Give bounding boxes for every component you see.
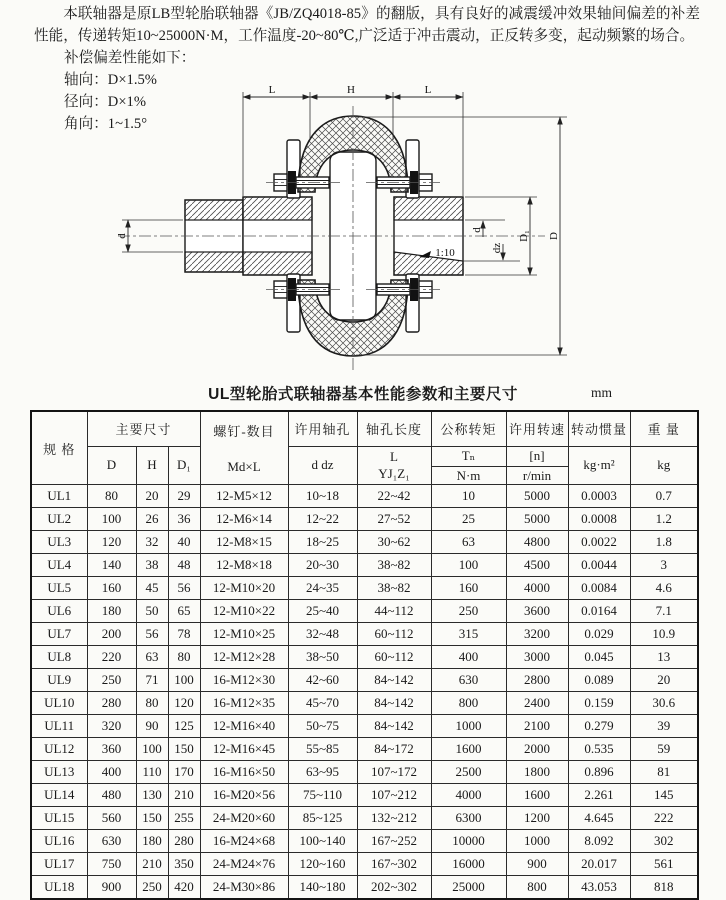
table-row — [31, 830, 698, 853]
table-cell: 360 — [87, 738, 136, 761]
table-cell: 255 — [168, 807, 200, 830]
table-cell: 20~30 — [288, 554, 357, 577]
table-cell: 4.6 — [630, 577, 698, 600]
dim-label-L-right: L — [424, 84, 432, 96]
table-cell: 100 — [87, 508, 136, 531]
table-cell: 27~52 — [357, 508, 431, 531]
table-cell: 29 — [168, 485, 200, 508]
table-cell: 4800 — [506, 531, 568, 554]
table-cell: 80 — [87, 485, 136, 508]
header-screws — [200, 411, 288, 485]
table-cell: 85~125 — [288, 807, 357, 830]
table-row — [31, 692, 698, 715]
table-cell: 800 — [431, 692, 506, 715]
table-cell: 56 — [136, 623, 168, 646]
table-row — [31, 853, 698, 876]
table-cell: 3600 — [506, 600, 568, 623]
table-cell: 180 — [87, 600, 136, 623]
table-cell: 400 — [87, 761, 136, 784]
table-cell: 24-M20×60 — [200, 807, 288, 830]
table-cell: 1800 — [506, 761, 568, 784]
table-cell: 50~75 — [288, 715, 357, 738]
table-row — [31, 485, 698, 508]
table-cell: 180 — [136, 830, 168, 853]
table-cell: 22~42 — [357, 485, 431, 508]
table-cell: 6300 — [431, 807, 506, 830]
table-cell: 84~142 — [357, 715, 431, 738]
table-cell: 0.0022 — [568, 531, 630, 554]
table-cell: 4000 — [431, 784, 506, 807]
table-cell: 1000 — [431, 715, 506, 738]
table-cell: 84~142 — [357, 692, 431, 715]
spec-cell: UL4 — [31, 554, 87, 577]
table-row — [31, 761, 698, 784]
table-row — [31, 554, 698, 577]
header-torque-sym: Tₙ — [431, 446, 506, 467]
table-cell: 12-M5×12 — [200, 485, 288, 508]
table-cell: 18~25 — [288, 531, 357, 554]
header-speed: 许用转速 — [506, 411, 568, 446]
table-row — [31, 508, 698, 531]
table-row — [31, 531, 698, 554]
table-cell: 65 — [168, 600, 200, 623]
table-cell: 32 — [136, 531, 168, 554]
table-cell: 630 — [431, 669, 506, 692]
table-cell: 12-M12×28 — [200, 646, 288, 669]
table-cell: 16000 — [431, 853, 506, 876]
table-cell: 560 — [87, 807, 136, 830]
table-row — [31, 784, 698, 807]
table-cell: 202~302 — [357, 876, 431, 900]
radial-offset: 径向：D×1% — [64, 94, 147, 110]
table-cell: 10.9 — [630, 623, 698, 646]
table-cell: 75~110 — [288, 784, 357, 807]
spec-cell: UL18 — [31, 876, 87, 900]
table-cell: 120 — [87, 531, 136, 554]
table-cell: 100~140 — [288, 830, 357, 853]
table-cell: 0.0164 — [568, 600, 630, 623]
table-cell: 60~112 — [357, 623, 431, 646]
table-cell: 167~252 — [357, 830, 431, 853]
table-cell: 0.0084 — [568, 577, 630, 600]
spec-cell: UL13 — [31, 761, 87, 784]
table-cell: 12-M10×20 — [200, 577, 288, 600]
table-row — [31, 876, 698, 900]
table-cell: 167~302 — [357, 853, 431, 876]
header-torque-unit: N·m — [431, 467, 506, 485]
table-cell: 44~112 — [357, 600, 431, 623]
taper-label: 1:10 — [435, 247, 455, 259]
table-cell: 30~62 — [357, 531, 431, 554]
table-cell: 38~82 — [357, 577, 431, 600]
table-cell: 43.053 — [568, 876, 630, 900]
table-cell: 38~50 — [288, 646, 357, 669]
table-cell: 130 — [136, 784, 168, 807]
table-cell: 26 — [136, 508, 168, 531]
table-cell: 140~180 — [288, 876, 357, 900]
header-torque: 公称转矩 — [431, 411, 506, 446]
table-row — [31, 738, 698, 761]
table-cell: 222 — [630, 807, 698, 830]
table-row — [31, 623, 698, 646]
table-cell: 59 — [630, 738, 698, 761]
table-cell: 160 — [431, 577, 506, 600]
table-cell: 3200 — [506, 623, 568, 646]
table-cell: 210 — [136, 853, 168, 876]
table-row — [31, 715, 698, 738]
table-cell: 12-M10×25 — [200, 623, 288, 646]
header-col-H: H — [136, 446, 168, 485]
table-cell: 150 — [136, 807, 168, 830]
table-cell: 120~160 — [288, 853, 357, 876]
spec-cell: UL10 — [31, 692, 87, 715]
table-cell: 1000 — [506, 830, 568, 853]
spec-table — [30, 410, 699, 900]
table-cell: 220 — [87, 646, 136, 669]
table-cell: 630 — [87, 830, 136, 853]
table-cell: 36 — [168, 508, 200, 531]
table-cell: 78 — [168, 623, 200, 646]
spec-cell: UL3 — [31, 531, 87, 554]
table-cell: 81 — [630, 761, 698, 784]
table-cell: 1600 — [506, 784, 568, 807]
table-cell: 2400 — [506, 692, 568, 715]
spec-cell: UL15 — [31, 807, 87, 830]
table-cell: 12-M8×15 — [200, 531, 288, 554]
table-cell: 125 — [168, 715, 200, 738]
table-cell: 280 — [168, 830, 200, 853]
table-cell: 100 — [168, 669, 200, 692]
table-cell: 20.017 — [568, 853, 630, 876]
table-cell: 400 — [431, 646, 506, 669]
table-cell: 0.159 — [568, 692, 630, 715]
header-bore: 许用轴孔 — [288, 411, 357, 446]
table-row — [31, 807, 698, 830]
header-weight-unit: kg — [630, 446, 698, 485]
table-cell: 25~40 — [288, 600, 357, 623]
table-cell: 90 — [136, 715, 168, 738]
table-cell: 100 — [431, 554, 506, 577]
table-cell: 7.1 — [630, 600, 698, 623]
spec-cell: UL12 — [31, 738, 87, 761]
table-cell: 32~48 — [288, 623, 357, 646]
table-cell: 107~212 — [357, 784, 431, 807]
table-cell: 250 — [431, 600, 506, 623]
dim-label-D1: D₁ — [518, 230, 530, 242]
dim-label-H: H — [347, 84, 355, 96]
axial-offset: 轴向：D×1.5% — [64, 72, 157, 88]
table-cell: 3 — [630, 554, 698, 577]
table-cell: 12-M6×14 — [200, 508, 288, 531]
table-cell: 132~212 — [357, 807, 431, 830]
table-cell: 24~35 — [288, 577, 357, 600]
table-cell: 12-M16×40 — [200, 715, 288, 738]
table-cell: 8.092 — [568, 830, 630, 853]
table-cell: 38 — [136, 554, 168, 577]
table-cell: 16-M16×50 — [200, 761, 288, 784]
intro-paragraph: 本联轴器是原LB型轮胎联轴器《JB/ZQ4018-85》的翻版，具有良好的减震缓冲效果轴间偏差的补差性能，传递转矩10~25000N·M，工作温度-20~80℃,广泛适于冲击震动，正反转多变，起动频繁的场合。 — [34, 6, 700, 44]
header-col-D1: D₁ — [168, 446, 200, 485]
spec-cell: UL11 — [31, 715, 87, 738]
table-cell: 12-M10×22 — [200, 600, 288, 623]
table-cell: 63 — [136, 646, 168, 669]
table-cell: 38~82 — [357, 554, 431, 577]
table-cell: 107~172 — [357, 761, 431, 784]
table-body — [31, 485, 698, 900]
dim-label-d-right: d — [471, 227, 483, 233]
table-cell: 16-M12×35 — [200, 692, 288, 715]
table-cell: 0.535 — [568, 738, 630, 761]
table-cell: 4500 — [506, 554, 568, 577]
dim-label-d-left: d — [116, 233, 128, 239]
table-cell: 45 — [136, 577, 168, 600]
table-cell: 250 — [87, 669, 136, 692]
header-weight: 重 量 — [630, 411, 698, 446]
table-cell: 50 — [136, 600, 168, 623]
table-cell: 280 — [87, 692, 136, 715]
table-row — [31, 669, 698, 692]
table-cell: 25000 — [431, 876, 506, 900]
table-cell: 110 — [136, 761, 168, 784]
table-cell: 5000 — [506, 485, 568, 508]
header-screws-label: 螺钉-数目 — [213, 424, 275, 440]
table-cell: 16-M24×68 — [200, 830, 288, 853]
table-cell: 13 — [630, 646, 698, 669]
table-row — [31, 646, 698, 669]
table-cell: 20 — [630, 669, 698, 692]
table-cell: 200 — [87, 623, 136, 646]
table-cell: 0.279 — [568, 715, 630, 738]
table-cell: 16-M12×30 — [200, 669, 288, 692]
table-cell: 0.0008 — [568, 508, 630, 531]
table-cell: 25 — [431, 508, 506, 531]
spec-cell: UL8 — [31, 646, 87, 669]
table-cell: 315 — [431, 623, 506, 646]
table-cell: 45~70 — [288, 692, 357, 715]
table-cell: 84~142 — [357, 669, 431, 692]
table-cell: 16-M20×56 — [200, 784, 288, 807]
header-speed-unit: r/min — [506, 467, 568, 485]
table-cell: 39 — [630, 715, 698, 738]
table-cell: 10~18 — [288, 485, 357, 508]
table-cell: 55~85 — [288, 738, 357, 761]
table-cell: 48 — [168, 554, 200, 577]
table-cell: 0.045 — [568, 646, 630, 669]
table-cell: 100 — [136, 738, 168, 761]
table-cell: 0.0044 — [568, 554, 630, 577]
table-cell: 3000 — [506, 646, 568, 669]
table-cell: 140 — [87, 554, 136, 577]
spec-cell: UL6 — [31, 600, 87, 623]
table-cell: 250 — [136, 876, 168, 900]
note-heading: 补偿偏差性能如下： — [64, 50, 196, 66]
table-cell: 80 — [168, 646, 200, 669]
table-cell: 12~22 — [288, 508, 357, 531]
table-cell: 561 — [630, 853, 698, 876]
spec-cell: UL1 — [31, 485, 87, 508]
header-bore-len-sub — [357, 446, 431, 485]
table-cell: 30.6 — [630, 692, 698, 715]
table-cell: 302 — [630, 830, 698, 853]
coupling-drawing — [100, 80, 590, 378]
table-cell: 63 — [431, 531, 506, 554]
table-cell: 5000 — [506, 508, 568, 531]
table-cell: 350 — [168, 853, 200, 876]
table-cell: 900 — [506, 853, 568, 876]
table-cell: 480 — [87, 784, 136, 807]
table-cell: 750 — [87, 853, 136, 876]
spec-cell: UL9 — [31, 669, 87, 692]
spec-cell: UL5 — [31, 577, 87, 600]
table-cell: 4.645 — [568, 807, 630, 830]
table-row — [31, 577, 698, 600]
table-cell: 71 — [136, 669, 168, 692]
table-cell: 12-M16×45 — [200, 738, 288, 761]
table-cell: 2800 — [506, 669, 568, 692]
header-bore-len-types: YJ₁Z₁ — [378, 466, 410, 482]
table-cell: 1.8 — [630, 531, 698, 554]
table-cell: 800 — [506, 876, 568, 900]
table-cell: 2000 — [506, 738, 568, 761]
spec-cell: UL2 — [31, 508, 87, 531]
angular-offset: 角向：1~1.5° — [64, 116, 148, 132]
table-cell: 170 — [168, 761, 200, 784]
table-cell: 60~112 — [357, 646, 431, 669]
table-cell: 120 — [168, 692, 200, 715]
table-cell: 12-M8×18 — [200, 554, 288, 577]
table-cell: 0.0003 — [568, 485, 630, 508]
table-cell: 40 — [168, 531, 200, 554]
table-cell: 150 — [168, 738, 200, 761]
table-cell: 145 — [630, 784, 698, 807]
table-cell: 42~60 — [288, 669, 357, 692]
dim-label-dz: dz — [491, 242, 503, 254]
table-cell: 900 — [87, 876, 136, 900]
table-title: UL型轮胎式联轴器基本性能参数和主要尺寸 — [208, 386, 518, 403]
table-cell: 0.7 — [630, 485, 698, 508]
header-screws-sub: Md×L — [227, 458, 261, 474]
table-cell: 160 — [87, 577, 136, 600]
header-main-dims: 主要尺寸 — [87, 411, 200, 446]
table-cell: 2.261 — [568, 784, 630, 807]
table-cell: 56 — [168, 577, 200, 600]
table-cell: 0.029 — [568, 623, 630, 646]
header-speed-sym: [n] — [506, 446, 568, 467]
header-bore-len: 轴孔长度 — [357, 411, 431, 446]
table-cell: 84~172 — [357, 738, 431, 761]
table-header — [31, 411, 698, 485]
header-bore-len-sym: L — [390, 449, 398, 465]
table-row — [31, 600, 698, 623]
table-cell: 420 — [168, 876, 200, 900]
table-cell: 20 — [136, 485, 168, 508]
header-col-D: D — [87, 446, 136, 485]
table-cell: 818 — [630, 876, 698, 900]
table-cell: 0.089 — [568, 669, 630, 692]
table-cell: 24-M30×86 — [200, 876, 288, 900]
table-cell: 1600 — [431, 738, 506, 761]
header-inertia: 转动惯量 — [568, 411, 630, 446]
table-cell: 210 — [168, 784, 200, 807]
table-cell: 0.896 — [568, 761, 630, 784]
table-unit: mm — [591, 385, 613, 400]
table-cell: 2100 — [506, 715, 568, 738]
header-bore-sub: d dz — [288, 446, 357, 485]
table-cell: 10 — [431, 485, 506, 508]
table-cell: 2500 — [431, 761, 506, 784]
table-cell: 80 — [136, 692, 168, 715]
header-inertia-unit: kg·m² — [568, 446, 630, 485]
spec-cell: UL7 — [31, 623, 87, 646]
table-cell: 1200 — [506, 807, 568, 830]
table-cell: 10000 — [431, 830, 506, 853]
table-cell: 63~95 — [288, 761, 357, 784]
table-cell: 1.2 — [630, 508, 698, 531]
spec-cell: UL17 — [31, 853, 87, 876]
header-spec: 规 格 — [31, 411, 87, 485]
spec-cell: UL14 — [31, 784, 87, 807]
dim-label-D: D — [548, 232, 560, 240]
table-cell: 24-M24×76 — [200, 853, 288, 876]
dim-label-L-left: L — [268, 84, 276, 96]
spec-cell: UL16 — [31, 830, 87, 853]
table-cell: 320 — [87, 715, 136, 738]
table-cell: 4000 — [506, 577, 568, 600]
